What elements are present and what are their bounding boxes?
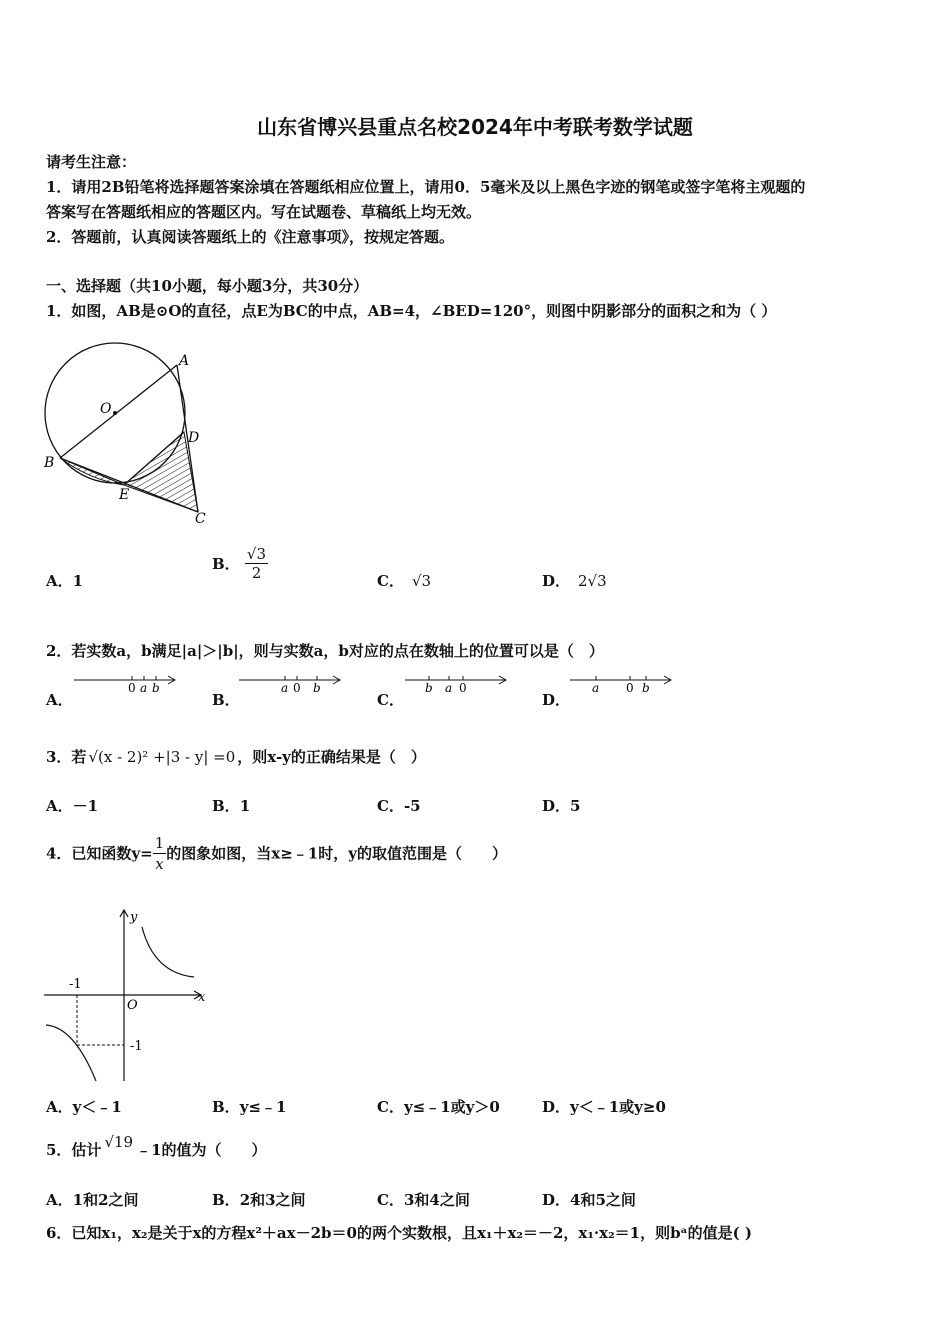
question-5-stem: 5．估计 √19 ﹣1的值为（ ） [46, 1133, 267, 1159]
q1-label-b: B [44, 455, 55, 471]
page-title: 山东省博兴县重点名校2024年中考联考数学试题 [257, 115, 693, 139]
q1-option-c[interactable]: C． √3 [377, 572, 432, 590]
notice-line-1b: 答案写在答题纸相应的答题区内。写在试题卷、草稿纸上均无效。 [46, 203, 482, 221]
notice-line-2: 2．答题前，认真阅读答题纸上的《注意事项》，按规定答题。 [46, 228, 454, 246]
q5-option-d[interactable]: D．4和5之间 [542, 1191, 636, 1209]
question-3-stem: 3．若 √(x - 2)² +|3 - y| =0 ，则x-y的正确结果是（ ） [46, 748, 426, 766]
q3-option-a[interactable]: A．－1 [46, 797, 99, 815]
q4-x-neg1-label: -1 [69, 977, 82, 992]
q4-fraction: $\frac{1}{x}$ [154, 834, 165, 873]
q1-circle-figure [40, 335, 220, 530]
q3-option-c[interactable]: C．-5 [377, 797, 421, 815]
q2-option-c-number-line[interactable] [403, 668, 513, 698]
q4-option-b[interactable]: B．y≤﹣1 [212, 1098, 287, 1116]
q2-option-d-number-line[interactable] [568, 668, 678, 698]
q1-option-d[interactable]: D． 2√3 [542, 572, 607, 590]
q2a-tick-a: a [140, 681, 148, 695]
q4-option-d[interactable]: D．y＜﹣1或y≥0 [542, 1098, 666, 1116]
q2c-tick-0: 0 [459, 681, 467, 695]
q2d-tick-b: b [642, 681, 650, 695]
q1-label-d: D [188, 430, 200, 446]
q3-expression: √(x - 2)² +|3 - y| =0 [88, 748, 236, 766]
notice-line-1a: 1．请用2B铅笔将选择题答案涂填在答题纸相应位置上，请用0．5毫米及以上黑色字迹的钢笔或签字笔将主观题的 [46, 178, 806, 196]
q2c-tick-b: b [425, 681, 433, 695]
q2a-tick-b: b [152, 681, 160, 695]
q5-option-b[interactable]: B．2和3之间 [212, 1191, 306, 1209]
q2-option-b-label[interactable]: B． [212, 691, 240, 709]
q1-option-b[interactable]: B． $\frac{√3}{2}$ [212, 545, 267, 582]
q1-label-c: C [195, 511, 206, 527]
q1-label-o: O [100, 401, 112, 417]
q2-option-c-label[interactable]: C． [377, 691, 404, 709]
q2-option-a-label[interactable]: A． [46, 691, 73, 709]
q1-label-e: E [119, 487, 130, 503]
q2-option-d-label[interactable]: D． [542, 691, 571, 709]
q4-option-c[interactable]: C．y≤﹣1或y＞0 [377, 1098, 500, 1116]
q4-function-graph [42, 905, 217, 1085]
q3-option-d[interactable]: D．5 [542, 797, 581, 815]
q5-option-c[interactable]: C．3和4之间 [377, 1191, 470, 1209]
q4-option-a[interactable]: A．y＜﹣1 [46, 1098, 122, 1116]
question-6-stem: 6．已知x₁，x₂是关于x的方程x²＋ax－2b＝0的两个实数根，且x₁＋x₂＝－2，x₁·x₂＝1，则bᵃ的值是( ) [46, 1224, 752, 1242]
q1-option-b-fraction: $\frac{√3}{2}$ [246, 545, 267, 582]
q2b-tick-b: b [313, 681, 321, 695]
q4-x-axis-label: x [198, 990, 206, 1005]
section-heading: 一、选择题（共10小题，每小题3分，共30分） [46, 277, 369, 295]
q2c-tick-a: a [445, 681, 453, 695]
notice-heading: 请考生注意： [46, 153, 137, 171]
q1-label-a: A [179, 353, 190, 369]
q2-option-b-number-line[interactable] [237, 668, 347, 698]
q5-radical: √19 [104, 1133, 134, 1151]
q2d-tick-a: a [592, 681, 600, 695]
q4-y-axis-label: y [130, 910, 138, 925]
question-2-stem: 2．若实数a，b满足|a|＞|b|，则与实数a，b对应的点在数轴上的位置可以是（ ） [46, 642, 604, 660]
question-4-stem: 4．已知函数y= $\frac{1}{x}$ 的图象如图，当x≥﹣1时，y的取值范围是（ ） [46, 834, 507, 873]
q2-option-a-number-line[interactable] [72, 668, 182, 698]
q2b-tick-0: 0 [293, 681, 301, 695]
q5-option-a[interactable]: A．1和2之间 [46, 1191, 139, 1209]
q3-option-b[interactable]: B．1 [212, 797, 251, 815]
q1-option-a[interactable]: A．1 [46, 572, 84, 590]
q2a-tick-0: 0 [128, 681, 136, 695]
q4-y-neg1-label: -1 [130, 1039, 143, 1054]
q2b-tick-a: a [281, 681, 289, 695]
q2d-tick-0: 0 [626, 681, 634, 695]
q4-origin-label: O [127, 998, 138, 1013]
question-1-stem: 1．如图，AB是⊙O的直径，点E为BC的中点，AB=4，∠BED=120°，则图中阴影部分的面积之和为（ ） [46, 302, 777, 320]
